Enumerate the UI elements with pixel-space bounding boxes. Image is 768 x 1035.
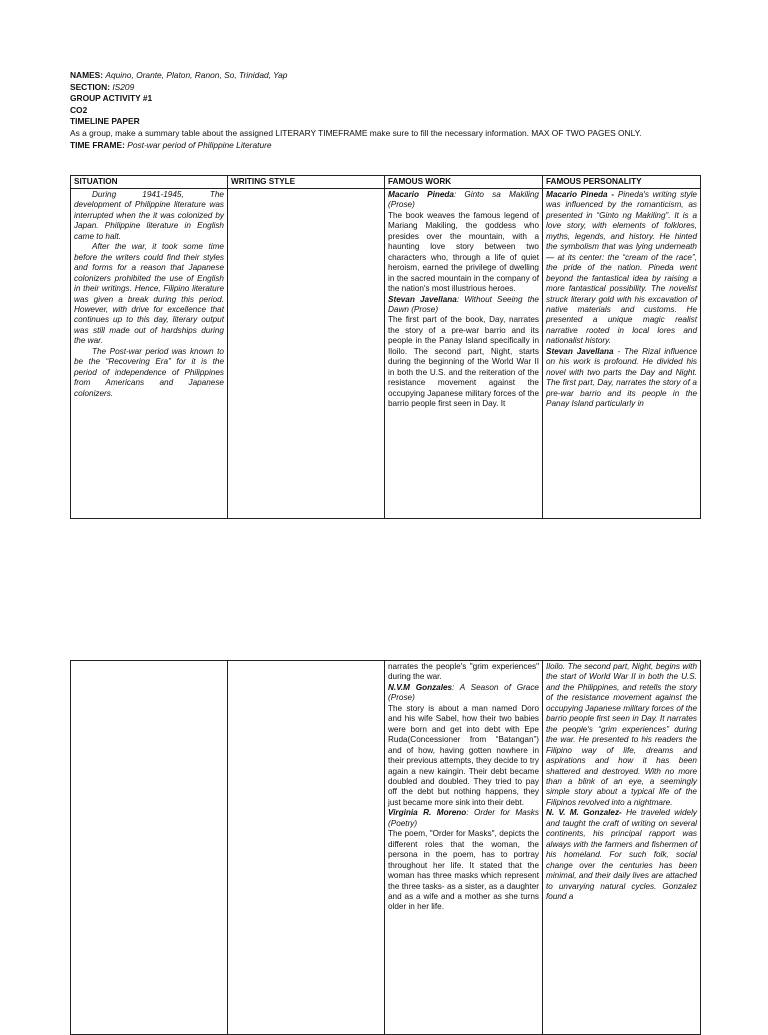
document-header <box>70 70 702 151</box>
writing-style-cell <box>228 661 385 1035</box>
situation-paragraph: During 1941-1945, The development of Philippine literature was interrupted when the it was colonized by Japan. Philippine literature in English came to halt. <box>74 190 224 241</box>
personality-entry: Iloilo. The second part, Night, begins with the start of World War II in both the U.S. and the Philippines, and retells the story of the resistance movement against the occupying Japanese military forces of the barrio people first seen in Day. It narrates the people's “grim experiences” during the war. He presented to his readers the Filipino way of life, dreams and aspirations and how it has been shattered and destroyed. With no more than a blink of an eye, a seemingly simple story about a typical life of the Filipinos revolved into a nightmare. <box>546 662 697 807</box>
personality-entry: N. V. M. Gonzalez- He traveled widely and taught the craft of writing on several continents, his principal rapport was always with the farmers and fishermen of his homeland. For such folk, social change over the centuries has been minimal, and their daily lives are attached to unvarying natural cycles. Gonzalez found a <box>546 808 697 901</box>
instructions: As a group, make a summary table about the assigned LITERARY TIMEFRAME make sure to fill the necessary information. MAX OF TWO PAGES ONLY. <box>70 127 642 138</box>
writing-style-cell <box>228 189 385 519</box>
personality-entry: Stevan Javellana - The Rizal influence on his work is profound. He divided his novel with two parts the Day and Night. The first part, Day, narrates the story of a pre-war barrio and its people in the Panay Island particularly in <box>546 346 697 409</box>
work-description: The book weaves the famous legend of Mariang Makiling, the goddess who presides over the mountain, with a haunting love story between two characters who, through a life of quiet heroism, earned the privilege of dwelling in the sacred mountain in the company of the nation's most illustrious heroes. <box>388 210 539 294</box>
timeline-table-page-2 <box>70 660 701 1035</box>
activity-title: GROUP ACTIVITY #1 <box>70 93 153 104</box>
timeframe-value: Post-war period of Philippine Literature <box>127 139 272 150</box>
timeline-table-page-1 <box>70 175 701 519</box>
column-header-famous-personality: FAMOUS PERSONALITY <box>543 176 701 189</box>
column-header-famous-work: FAMOUS WORK <box>385 176 543 189</box>
section-line: SECTION: IS209 <box>70 81 135 92</box>
work-heading: Macario Pineda: Ginto sa Makiling (Prose) <box>388 190 539 210</box>
situation-paragraph: The Post-war period was known to be the “Recovering Era” for it is the period of independence of Philippines from Americans and Japanese colonizers. <box>74 346 224 398</box>
famous-work-cell <box>385 661 543 1035</box>
column-header-writing-style: WRITING STYLE <box>228 176 385 189</box>
page-gap <box>0 540 768 650</box>
work-heading: Stevan Javellana: Without Seeing the Dawn (Prose) <box>388 294 539 314</box>
table-row <box>71 661 701 1035</box>
work-description: narrates the people's "grim experiences" during the war. <box>388 662 539 682</box>
famous-work-cell <box>385 189 543 519</box>
personality-entry: Macario Pineda - Pineda's writing style was influenced by the romanticism, as presented in “Ginto ng Makiling”. It is a love story, with elements of folklores, myths, legends, and history. He hinted the symbolism that was lying underneath— at its center: the “cream of the race”, the pride of the nation. Pineda went beyond the fantastical idea by raising a more fantastical possibility. The novelist struck literary gold with his excavation of native materials and customs. He presented a unique magic realist narrative rooted in local lores and nationalist history. <box>546 190 697 346</box>
work-heading: N.V.M Gonzales: A Season of Grace (Prose) <box>388 682 539 703</box>
work-heading: Virginia R. Moreno: Order for Masks (Poetry) <box>388 808 539 828</box>
course-code: CO2 <box>70 104 88 115</box>
table-row <box>71 189 701 519</box>
table-header-row <box>71 176 701 189</box>
work-description: The poem, "Order for Masks", depicts the different roles that the woman, the persona in the poem, has to portray throughout her life. It stated that the woman has three masks which represent the three tasks- as a sister, as a daughter and as a wife and a mother as she turns older in her life. <box>388 829 539 912</box>
section-value: IS209 <box>112 81 135 92</box>
work-description: The story is about a man named Doro and his wife Sabel, how their two babies were born and get into debt with Epe Ruda(Concessioner from “Batangan”) and of how, having gotten nowhere in their previous attempts, they decide to try again a new kaingin. Their debt became doubled and doubled. They tried to pay off the debt but nothing happens, they just became more sink into their debt. <box>388 703 539 807</box>
column-header-situation: SITUATION <box>71 176 228 189</box>
situation-cell <box>71 189 228 519</box>
situation-cell <box>71 661 228 1035</box>
famous-personality-cell <box>543 661 701 1035</box>
famous-personality-cell <box>543 189 701 519</box>
paper-title: TIMELINE PAPER <box>70 116 140 127</box>
work-description: The first part of the book, Day, narrates the story of a pre-war barrio and its people in the Panay Island specifically in Iloilo. The second part, Night, starts during the beginning of the World War II in both the U.S. and the reiteration of the resistance movement against the occupying Japanese military forces of the barrio people first seen in Day. It <box>388 315 539 409</box>
situation-paragraph: After the war, it took some time before the writers could find their styles and forms for a reason that Japanese colonizers prohibited the use of English in their writings. Hence, Filipino literature was given a break during this period. However, with drive for excellence that continues up to this day, literary output was still made out of hardships during the war. <box>74 242 224 346</box>
names-value: Aquino, Orante, Platon, Ranon, So, Trinidad, Yap <box>105 70 288 80</box>
names-line: NAMES: Aquino, Orante, Platon, Ranon, So, Trinidad, Yap <box>70 70 288 80</box>
timeframe-line: TIME FRAME: Post-war period of Philippine Literature <box>70 139 272 150</box>
